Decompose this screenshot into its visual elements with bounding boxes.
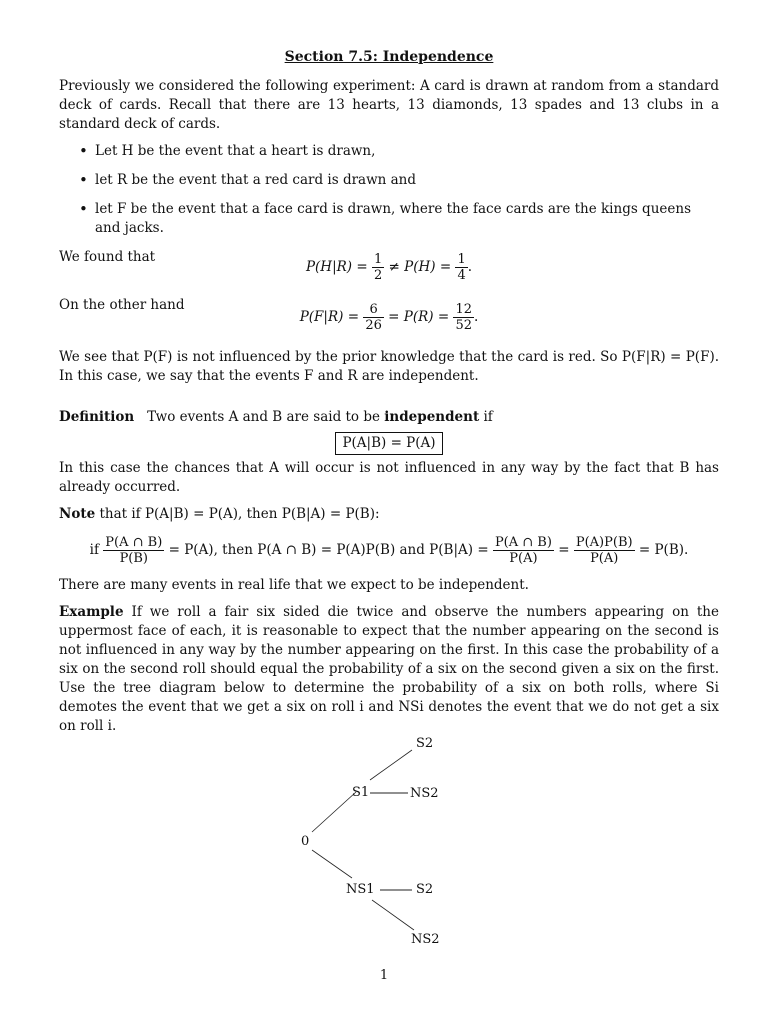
tree-node-root: 0 [301,834,310,849]
page-number: 1 [379,968,389,983]
tree-lines [290,730,450,960]
definition-formula-box: P(A|B) = P(A) [335,432,442,455]
section-title: Section 7.5: Independence [284,49,494,65]
equation-row-2 [59,296,719,344]
equation-1: P(H|R) = $\frac{1}{2}$ ≠ P(H) = $\frac{1}{4}$ . [305,252,473,283]
document-page [59,48,719,736]
edge-s1-s2 [370,750,412,780]
tree-node-s1-s2: S2 [416,736,434,751]
edge-root-ns1 [312,850,352,878]
other-hand-lead: On the other hand [59,297,185,313]
edge-ns1-ns2 [372,900,414,930]
after-definition-paragraph: In this case the chances that A will occur is not influenced in any way by the fact that B has already occurred. [59,460,719,495]
fraction: $\frac{1}{2}$ [373,252,383,283]
list-item: • let R be the event that a red card is drawn and [79,171,719,190]
tree-node-ns1: NS1 [346,882,375,897]
example-label: Example [59,604,124,620]
real-life-paragraph: There are many events in real life that we expect to be independent. [59,577,529,593]
note-equation: if $\frac{P(A \cap B)}{P(B)}$ = P(A), then P(A ∩ B) = P(A)P(B) and P(B|A) = $\frac{P(A \cap B)}{P(A)}$ = $\frac{P(A)P(B)}{P(A)}$ = P(B). [89,535,689,566]
event-list [79,142,719,238]
note-paragraph: Note that if P(A|B) = P(A), then P(B|A) = P(B): [59,506,380,522]
example-paragraph: Example If we roll a fair six sided die twice and observe the numbers appearing on the uppermost face of each, it is reasonable to expect that the number appearing on the second is not influenced in any way by the number appearing on the first. In this case the probability of a six on the second roll should equal the probability of a six on the second given a six on the first. Use the tree diagram below to determine the probability of a six on both rolls, where Si demotes the event that we get a six on roll i and NSi denotes the event that we do not get a six on roll i. [59,604,719,734]
definition-label: Definition [59,409,135,425]
intro-paragraph: Previously we considered the following experiment: A card is drawn at random from a standard deck of cards. Recall that there are 13 hearts, 13 diamonds, 13 spades and 13 clubs in a standard deck of cards. [59,78,719,132]
equation-2: P(F|R) = $\frac{6}{26}$ = P(R) = $\frac{12}{52}$ . [299,302,479,333]
edge-root-s1 [312,792,356,832]
definition-box-wrap [59,432,719,455]
definition-paragraph: Definition Two events A and B are said to be independent if [59,409,493,425]
equation-row-1 [59,248,719,296]
list-item: • Let H be the event that a heart is drawn, [79,142,719,161]
tree-node-s1-ns2: NS2 [410,786,439,801]
note-label: Note [59,506,96,522]
list-item: • let F be the event that a face card is drawn, where the face cards are the kings queens and jacks. [79,200,719,238]
fraction: $\frac{P(A \cap B)}{P(A)}$ [494,535,552,566]
tree-node-ns1-s2: S2 [416,882,434,897]
fraction: $\frac{1}{4}$ [457,252,466,283]
independent-term: independent [384,409,480,425]
found-lead: We found that [59,249,156,265]
tree-node-s1: S1 [352,785,370,800]
fraction: $\frac{P(A)P(B)}{P(A)}$ [575,535,633,566]
fraction: $\frac{12}{52}$ [455,302,472,333]
fraction: $\frac{P(A \cap B)}{P(B)}$ [105,535,163,566]
observation-paragraph: We see that P(F) is not influenced by the prior knowledge that the card is red. So P(F|R) = P(F). In this case, we say that the events F and R are independent. [59,349,719,384]
tree-node-ns1-ns2: NS2 [411,932,440,947]
fraction: $\frac{6}{26}$ [365,302,382,333]
tree-diagram [290,730,450,960]
